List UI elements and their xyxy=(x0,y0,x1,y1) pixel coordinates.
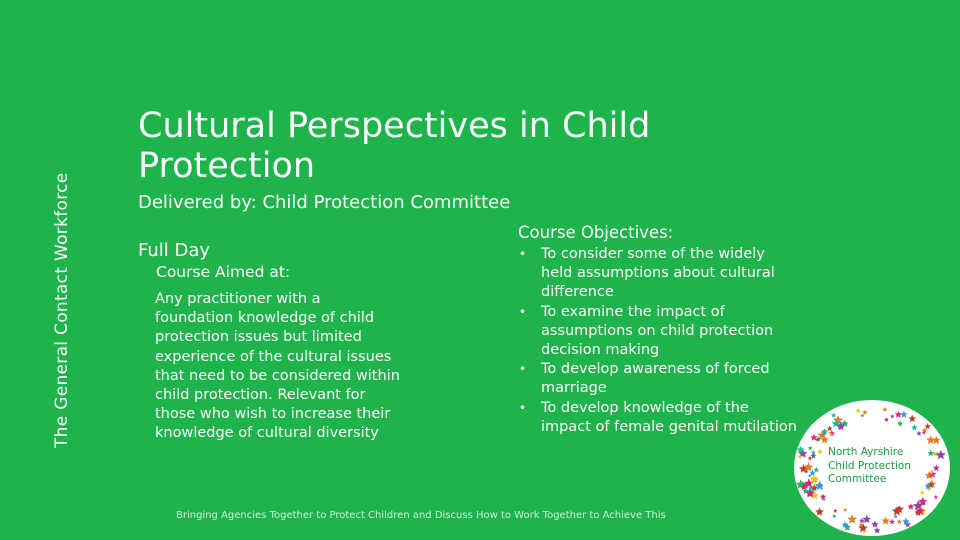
objectives-heading: Course Objectives: xyxy=(518,223,674,242)
aimed-body: Any practitioner with a foundation knowledge of child protection issues but limited experience of the cultural issues that need to be considered within child protection. Relevant for those who wish to increase their knowledge of cultural diversity xyxy=(155,291,400,442)
logo-text: North Ayrshire Child Protection Committee xyxy=(828,446,911,485)
bullet-icon: • xyxy=(519,304,527,319)
objectives-list xyxy=(518,245,798,437)
objective-item: • To consider some of the widely held assumptions about cultural difference xyxy=(519,246,775,301)
slide-title: Cultural Perspectives in Child Protection xyxy=(138,106,651,186)
course-objectives xyxy=(518,223,798,437)
bullet-icon: • xyxy=(519,247,527,261)
bullet-icon: • xyxy=(519,362,527,377)
objective-item: • To examine the impact of assumptions on child protection decision making xyxy=(519,303,774,359)
course-duration: Full Day xyxy=(138,240,211,261)
bullet-icon: • xyxy=(519,400,527,415)
objective-item: • To develop awareness of forced marriage xyxy=(519,361,770,397)
aimed-heading: Course Aimed at: xyxy=(156,263,291,281)
side-label: The General Contact Workforce xyxy=(52,172,72,448)
committee-logo xyxy=(792,396,952,536)
course-details xyxy=(138,240,408,444)
objective-item: • To develop knowledge of the impact of female genital mutilation xyxy=(519,399,797,435)
footer-tagline: Bringing Agencies Together to Protect Children and Discuss How to Work Together to Achieve This xyxy=(176,510,666,521)
delivered-by: Delivered by: Child Protection Committee xyxy=(138,192,511,213)
